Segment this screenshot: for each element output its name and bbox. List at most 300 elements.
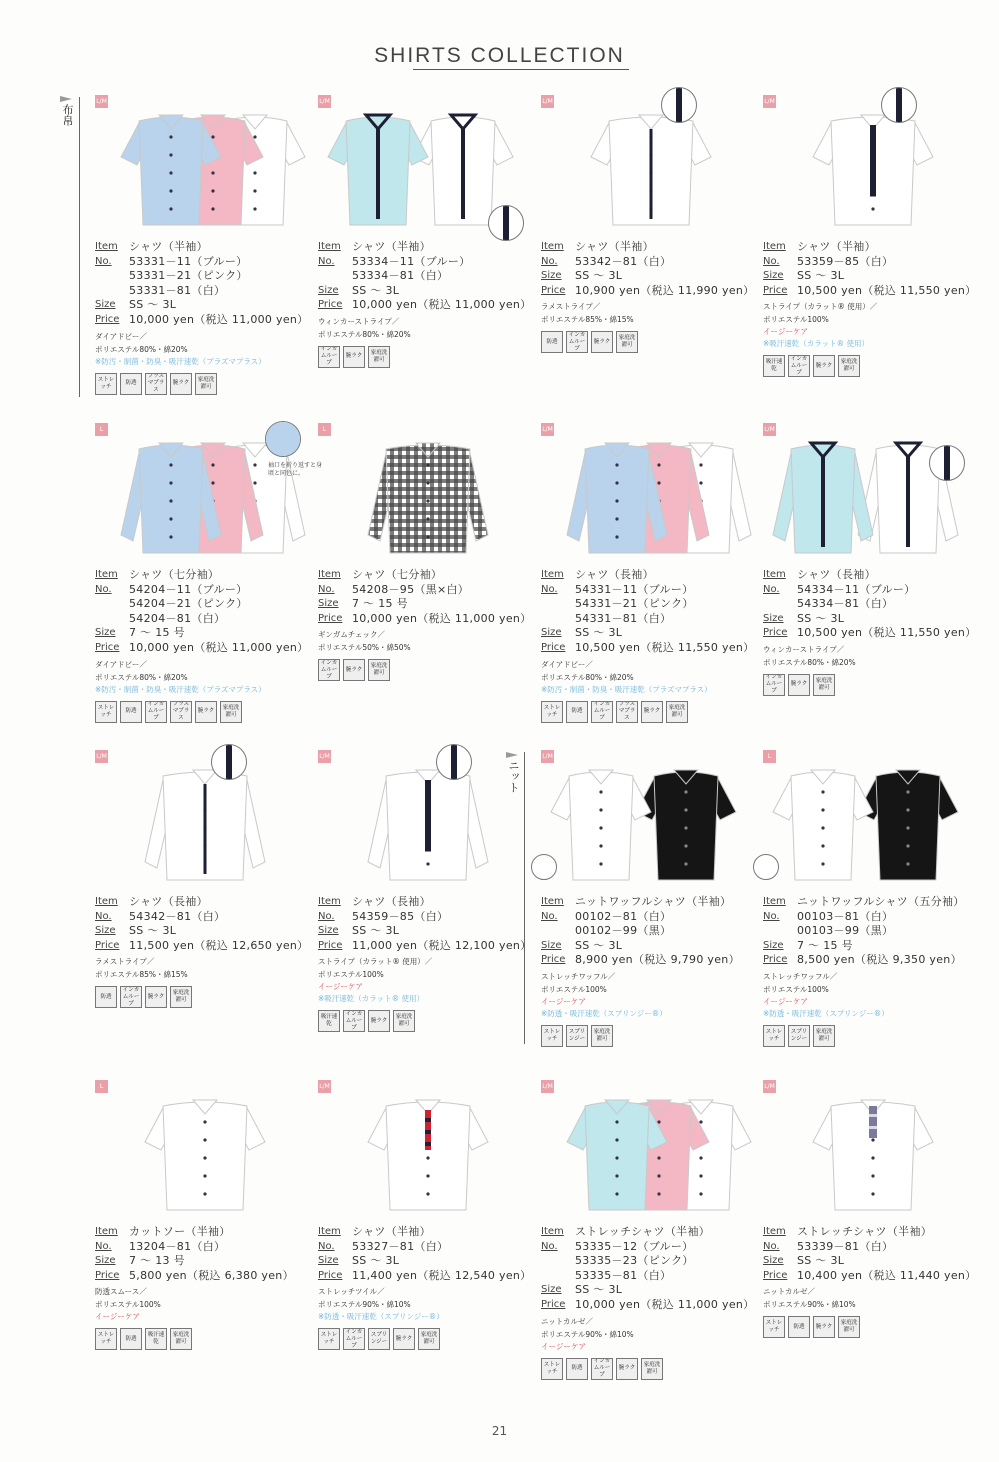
- product-spec: [541, 568, 771, 723]
- home-icon: 家庭洗濯可: [170, 1328, 192, 1350]
- price-value: 10,900 yen（税込 11,990 yen）: [575, 283, 755, 297]
- product-number-label: No.: [318, 255, 335, 267]
- product-spec: [318, 568, 548, 681]
- price-label: Price: [763, 627, 788, 639]
- item-row: [318, 1225, 548, 1240]
- product-number-value: 13204－81（白）: [129, 1239, 226, 1253]
- inkam-icon: インカムループ: [120, 986, 142, 1008]
- product-number-row: [541, 255, 771, 270]
- price-row: [318, 939, 548, 954]
- item-row: [541, 568, 771, 583]
- stretch-icon: ストレッチ: [318, 1328, 340, 1350]
- product-photo[interactable]: [318, 1080, 538, 1230]
- product-number-label: No.: [541, 255, 558, 267]
- sprinzy-icon: スプリンジー: [368, 1328, 390, 1350]
- garment: [773, 770, 873, 880]
- feature-icons: [95, 373, 325, 395]
- size-badge: L/M: [541, 423, 554, 436]
- product-number-label: [541, 597, 575, 612]
- item-row: [95, 240, 325, 255]
- sweat-icon: 吸汗速乾: [763, 355, 785, 377]
- price-row: [95, 313, 325, 328]
- home-icon: 家庭洗濯可: [591, 1025, 613, 1047]
- product-number-label: No.: [763, 910, 780, 922]
- sweat-icon: 吸汗速乾: [145, 1328, 167, 1350]
- product-photo[interactable]: [95, 750, 315, 900]
- product-number-value: 00102－99（黒）: [575, 924, 672, 938]
- price-value: 10,500 yen（税込 11,550 yen）: [797, 626, 977, 640]
- title-underline: [413, 69, 629, 70]
- home-icon: 家庭洗濯可: [838, 1316, 860, 1338]
- fabric-text: ギンガムチェック／ ポリエステル50%・綿50%: [318, 630, 411, 653]
- product-number-label: No.: [541, 583, 558, 595]
- size-row: [95, 924, 325, 939]
- arm-icon: 腕ラク: [195, 701, 217, 723]
- product-spec: [763, 1225, 993, 1338]
- size-badge: L/M: [318, 1080, 331, 1093]
- size-value: SS ～ 3L: [797, 269, 845, 283]
- product-number-value: 53335－12（ブルー）: [575, 1239, 694, 1253]
- item-value: シャツ（七分袖）: [129, 568, 220, 581]
- product-number-row: [318, 1240, 548, 1255]
- detail-zoom-icon: [211, 744, 247, 780]
- item-label: Item: [95, 896, 118, 907]
- price-value: 10,000 yen（税込 11,000 yen）: [352, 298, 532, 312]
- product-number-row: [541, 924, 771, 939]
- product-number-label: [95, 597, 129, 612]
- size-badge: L: [95, 1080, 108, 1093]
- size-row: [541, 939, 771, 954]
- item-label: Item: [541, 241, 564, 252]
- price-label: Price: [763, 1269, 788, 1281]
- product-number-row: [318, 269, 548, 284]
- item-row: [763, 568, 993, 583]
- price-row: [95, 939, 325, 954]
- stretch-icon: ストレッチ: [541, 1358, 563, 1380]
- size-label: Size: [541, 939, 562, 951]
- page-title: SHIRTS COLLECTION: [374, 44, 625, 67]
- inkam-icon: インカムループ: [788, 355, 810, 377]
- item-value: シャツ（半袖）: [352, 240, 431, 253]
- size-value: SS ～ 3L: [575, 626, 623, 640]
- product-card[interactable]: [95, 1080, 315, 1400]
- size-row: [763, 269, 993, 284]
- product-number-row: [541, 583, 771, 598]
- price-value: 10,000 yen（税込 11,000 yen）: [575, 1297, 755, 1311]
- product-card[interactable]: [541, 423, 761, 743]
- item-value: カットソー（半袖）: [129, 1225, 231, 1238]
- size-label: Size: [763, 939, 784, 951]
- product-number-value: 53334－81（白）: [352, 269, 449, 283]
- price-row: [763, 953, 993, 968]
- home-icon: 家庭洗濯可: [641, 1358, 663, 1380]
- product-spec: [95, 568, 325, 723]
- product-number-row: [95, 255, 325, 270]
- sprinzy-icon: スプリンジー: [566, 1025, 588, 1047]
- price-value: 10,500 yen（税込 11,550 yen）: [575, 640, 755, 654]
- product-number-value: 53331－81（白）: [129, 283, 226, 297]
- garment: [813, 115, 933, 225]
- category-knit-label: ニット: [507, 760, 520, 793]
- product-number-label: No.: [95, 910, 112, 922]
- home-icon: 家庭洗濯可: [666, 701, 688, 723]
- product-number-label: No.: [318, 1240, 335, 1252]
- home-icon: 家庭洗濯可: [368, 346, 390, 368]
- item-label: Item: [318, 569, 341, 580]
- inkam-icon: インカムループ: [763, 674, 785, 696]
- item-row: [541, 895, 771, 910]
- product-number-row: [763, 910, 993, 925]
- item-row: [95, 1225, 325, 1240]
- item-label: Item: [318, 1226, 341, 1237]
- feature-icons: [318, 1010, 548, 1032]
- size-label: Size: [318, 598, 339, 610]
- price-value: 11,500 yen（税込 12,650 yen）: [129, 938, 309, 952]
- product-card[interactable]: [318, 1080, 538, 1400]
- size-badge: L/M: [318, 750, 331, 763]
- size-badge: L/M: [95, 95, 108, 108]
- size-value: SS ～ 3L: [575, 269, 623, 283]
- arm-icon: 腕ラク: [616, 1358, 638, 1380]
- size-badge: L: [318, 423, 331, 436]
- home-icon: 家庭洗濯可: [220, 701, 242, 723]
- product-number-label: No.: [763, 1240, 780, 1252]
- product-number-label: [541, 1269, 575, 1284]
- product-card[interactable]: [763, 1080, 983, 1400]
- size-badge: L/M: [541, 750, 554, 763]
- price-row: [541, 284, 771, 299]
- size-row: [318, 1254, 548, 1269]
- home-icon: 家庭洗濯可: [368, 659, 390, 681]
- detail-zoom-icon: [436, 744, 472, 780]
- product-photo[interactable]: [541, 1080, 761, 1230]
- price-label: Price: [318, 1269, 343, 1281]
- product-spec: [95, 1225, 325, 1350]
- home-icon: 家庭洗濯可: [838, 355, 860, 377]
- size-badge: L/M: [95, 750, 108, 763]
- product-photo[interactable]: [318, 750, 538, 900]
- arm-icon: 腕ラク: [343, 346, 365, 368]
- item-row: [318, 568, 548, 583]
- product-photo[interactable]: [763, 1080, 983, 1230]
- product-photo[interactable]: [95, 95, 315, 245]
- feature-note: ※吸汗速乾（カラット® 使用）: [318, 994, 425, 1004]
- arm-icon: 腕ラク: [641, 701, 663, 723]
- product-number-row: [541, 910, 771, 925]
- product-card[interactable]: [318, 423, 538, 743]
- product-number-value: 54204－11（ブルー）: [129, 582, 248, 596]
- garment: [773, 443, 873, 553]
- feature-note: ※防透・吸汗速乾（スプリンジー®）: [318, 1312, 444, 1322]
- item-value: シャツ（長袖）: [129, 895, 208, 908]
- product-card[interactable]: [763, 750, 983, 1070]
- home-icon: 家庭洗濯可: [813, 1025, 835, 1047]
- price-label: Price: [763, 954, 788, 966]
- product-card[interactable]: [318, 95, 538, 415]
- sleeve-callout: [268, 462, 324, 478]
- arm-icon: 腕ラク: [343, 659, 365, 681]
- sleeve-callout-text: 袖口を折り返すと身頃と同色に。: [268, 462, 323, 477]
- product-spec: [541, 895, 771, 1047]
- size-row: [318, 284, 548, 299]
- product-card[interactable]: [763, 423, 983, 743]
- item-value: ニットワッフルシャツ（半袖）: [575, 895, 732, 908]
- home-icon: 家庭洗濯可: [170, 986, 192, 1008]
- item-label: Item: [763, 241, 786, 252]
- product-number-value: 53335－81（白）: [575, 1268, 672, 1282]
- product-card[interactable]: [95, 95, 315, 415]
- product-number-value: 53335－23（ピンク）: [575, 1254, 694, 1268]
- item-row: [541, 240, 771, 255]
- fabric-text: ストライプ（カラット® 使用）／ ポリエステル100%: [763, 302, 878, 325]
- inkam-icon: インカムループ: [318, 659, 340, 681]
- price-value: 10,000 yen（税込 11,000 yen）: [129, 312, 309, 326]
- product-number-value: 54342－81（白）: [129, 909, 226, 923]
- see-through-icon: 防透: [566, 701, 588, 723]
- product-number-label: [95, 269, 129, 284]
- size-row: [95, 298, 325, 313]
- size-value: SS ～ 3L: [129, 924, 177, 938]
- item-label: Item: [763, 569, 786, 580]
- care-text: イージーケア: [318, 982, 363, 992]
- garment: [551, 770, 651, 880]
- sweat-icon: 吸汗速乾: [318, 1010, 340, 1032]
- item-value: シャツ（半袖）: [352, 1225, 431, 1238]
- product-photo[interactable]: [763, 750, 983, 900]
- product-number-value: 54208－95（黒×白）: [352, 582, 470, 596]
- product-number-row: [95, 583, 325, 598]
- product-number-value: 53331－21（ピンク）: [129, 269, 248, 283]
- inkam-icon: インカムループ: [591, 1358, 613, 1380]
- product-number-row: [95, 910, 325, 925]
- size-value: SS ～ 3L: [129, 298, 177, 312]
- size-label: Size: [541, 627, 562, 639]
- item-value: シャツ（半袖）: [575, 240, 654, 253]
- stretch-icon: ストレッチ: [541, 1025, 563, 1047]
- product-number-value: 53339－81（白）: [797, 1239, 894, 1253]
- feature-note: ※吸汗速乾（カラット® 使用）: [763, 339, 870, 349]
- price-row: [763, 1269, 993, 1284]
- product-number-label: No.: [95, 255, 112, 267]
- product-photo[interactable]: [541, 95, 761, 245]
- home-icon: 家庭洗濯可: [393, 1010, 415, 1032]
- price-label: Price: [763, 284, 788, 296]
- size-row: [95, 626, 325, 641]
- item-value: ストレッチシャツ（半袖）: [575, 1225, 711, 1238]
- price-value: 10,000 yen（税込 11,000 yen）: [352, 611, 532, 625]
- price-row: [318, 298, 548, 313]
- product-photo[interactable]: [541, 750, 761, 900]
- product-number-row: [541, 597, 771, 612]
- price-label: Price: [95, 641, 120, 653]
- detail-zoom-icon: [265, 421, 301, 457]
- size-row: [318, 597, 548, 612]
- price-value: 11,000 yen（税込 12,100 yen）: [352, 938, 532, 952]
- price-label: Price: [95, 939, 120, 951]
- see-through-icon: 防透: [541, 331, 563, 353]
- size-label: Size: [318, 284, 339, 296]
- product-number-row: [541, 1269, 771, 1284]
- arm-icon: 腕ラク: [170, 373, 192, 395]
- home-icon: 家庭洗濯可: [195, 373, 217, 395]
- inkam-icon: インカムループ: [591, 701, 613, 723]
- fabric-text: ストレッチワッフル／ ポリエステル100%: [763, 971, 838, 994]
- size-badge: L/M: [763, 1080, 776, 1093]
- see-through-icon: 防透: [120, 1328, 142, 1350]
- product-number-label: [318, 269, 352, 284]
- product-photo[interactable]: [318, 423, 538, 573]
- product-number-label: No.: [541, 910, 558, 922]
- product-number-label: No.: [763, 255, 780, 267]
- product-card[interactable]: [95, 750, 315, 1070]
- size-value: SS ～ 3L: [352, 924, 400, 938]
- product-number-row: [541, 1240, 771, 1255]
- product-card[interactable]: [318, 750, 538, 1070]
- price-row: [318, 1269, 548, 1284]
- see-through-icon: 防透: [566, 1358, 588, 1380]
- product-number-label: [763, 924, 797, 939]
- size-value: SS ～ 3L: [797, 1254, 845, 1268]
- price-value: 11,400 yen（税込 12,540 yen）: [352, 1268, 532, 1282]
- arm-icon: 腕ラク: [591, 331, 613, 353]
- price-row: [541, 1298, 771, 1313]
- detail-zoom-icon: [488, 205, 524, 241]
- size-label: Size: [541, 270, 562, 282]
- size-value: 7 ～ 15 号: [129, 626, 185, 640]
- size-badge: L/M: [318, 95, 331, 108]
- size-badge: L/M: [541, 95, 554, 108]
- price-label: Price: [318, 299, 343, 311]
- fabric-text: ダイアドビー／ ポリエステル80%・綿20%: [95, 659, 188, 682]
- product-spec: [763, 895, 993, 1047]
- fabric-text: ニットカルゼ／ ポリエステル90%・綿10%: [763, 1287, 856, 1310]
- product-number-value: 53334－11（ブルー）: [352, 254, 471, 268]
- feature-icons: [541, 1358, 771, 1380]
- item-label: Item: [541, 896, 564, 907]
- feature-icons: [763, 1316, 993, 1338]
- product-number-row: [95, 284, 325, 299]
- item-row: [763, 1225, 993, 1240]
- product-number-value: 53331－11（ブルー）: [129, 254, 248, 268]
- product-number-value: 54334－11（ブルー）: [797, 582, 916, 596]
- see-through-icon: 防透: [120, 373, 142, 395]
- product-number-row: [763, 924, 993, 939]
- price-row: [541, 641, 771, 656]
- feature-icons: [318, 346, 548, 368]
- garment: [636, 770, 736, 880]
- item-value: ニットワッフルシャツ（五分袖）: [797, 895, 965, 908]
- price-row: [318, 612, 548, 627]
- size-value: 7 ～ 15 号: [352, 597, 408, 611]
- category-woven-rule: [79, 97, 80, 397]
- garment: [368, 443, 488, 553]
- size-label: Size: [95, 1255, 116, 1267]
- arm-icon: 腕ラク: [813, 1316, 835, 1338]
- garment: [368, 1100, 488, 1210]
- product-number-value: 00103－81（白）: [797, 909, 894, 923]
- product-photo[interactable]: [541, 423, 761, 573]
- feature-icons: [95, 701, 325, 723]
- fabric-text: ウィンカーストライプ／ ポリエステル80%・綿20%: [763, 644, 856, 667]
- price-row: [763, 626, 993, 641]
- product-number-row: [318, 910, 548, 925]
- feature-icons: [763, 1025, 993, 1047]
- fabric-text: ラメストライプ／ ポリエステル85%・綿15%: [95, 957, 188, 980]
- page-number: 21: [491, 1424, 508, 1438]
- product-card[interactable]: [763, 95, 983, 415]
- size-badge: L: [95, 423, 108, 436]
- product-number-value: 54204－81（白）: [129, 611, 226, 625]
- product-photo[interactable]: [95, 1080, 315, 1230]
- product-photo[interactable]: [763, 95, 983, 245]
- fabric-text: ウィンカーストライプ／ ポリエステル80%・綿20%: [318, 316, 411, 339]
- stretch-icon: ストレッチ: [95, 701, 117, 723]
- stretch-icon: ストレッチ: [763, 1025, 785, 1047]
- feature-icons: [763, 355, 993, 377]
- item-label: Item: [95, 1226, 118, 1237]
- item-row: [95, 895, 325, 910]
- product-card[interactable]: [541, 1080, 761, 1400]
- item-row: [763, 240, 993, 255]
- feature-icons: [763, 674, 993, 696]
- size-value: SS ～ 3L: [352, 1254, 400, 1268]
- care-text: イージーケア: [541, 996, 586, 1006]
- size-label: Size: [763, 612, 784, 624]
- item-label: Item: [95, 569, 118, 580]
- item-label: Item: [763, 1226, 786, 1237]
- price-label: Price: [318, 939, 343, 951]
- product-card[interactable]: [541, 750, 761, 1070]
- size-row: [763, 612, 993, 627]
- detail-zoom-icon: [661, 87, 697, 123]
- size-value: SS ～ 3L: [575, 938, 623, 952]
- garment: [328, 115, 428, 225]
- care-text: イージーケア: [95, 1312, 140, 1322]
- sprinzy-icon: スプリンジー: [788, 1025, 810, 1047]
- price-label: Price: [95, 313, 120, 325]
- plasma-icon: プラズマプラス: [616, 701, 638, 723]
- size-label: Size: [763, 270, 784, 282]
- item-value: シャツ（七分袖）: [352, 568, 443, 581]
- product-number-value: 00103－99（黒）: [797, 924, 894, 938]
- item-row: [541, 1225, 771, 1240]
- product-number-label: No.: [95, 583, 112, 595]
- product-number-value: 54331－81（白）: [575, 611, 672, 625]
- product-number-row: [95, 597, 325, 612]
- home-icon: 家庭洗濯可: [813, 674, 835, 696]
- product-number-value: 53342－81（白）: [575, 254, 672, 268]
- product-number-row: [763, 583, 993, 598]
- item-label: Item: [541, 569, 564, 580]
- product-number-value: 53327－81（白）: [352, 1239, 449, 1253]
- fabric-text: ストレッチツイル／ ポリエステル90%・綿10%: [318, 1287, 411, 1310]
- size-label: Size: [318, 1255, 339, 1267]
- item-row: [763, 895, 993, 910]
- size-label: Size: [763, 1255, 784, 1267]
- product-spec: [318, 1225, 548, 1350]
- inkam-icon: インカムループ: [343, 1010, 365, 1032]
- product-number-label: [541, 924, 575, 939]
- product-card[interactable]: [541, 95, 761, 415]
- stretch-icon: ストレッチ: [541, 701, 563, 723]
- size-row: [318, 924, 548, 939]
- home-icon: 家庭洗濯可: [418, 1328, 440, 1350]
- price-value: 8,900 yen（税込 9,790 yen）: [575, 953, 740, 967]
- item-label: Item: [318, 896, 341, 907]
- product-number-value: 54331－21（ピンク）: [575, 597, 694, 611]
- size-row: [541, 1283, 771, 1298]
- arm-icon: 腕ラク: [393, 1328, 415, 1350]
